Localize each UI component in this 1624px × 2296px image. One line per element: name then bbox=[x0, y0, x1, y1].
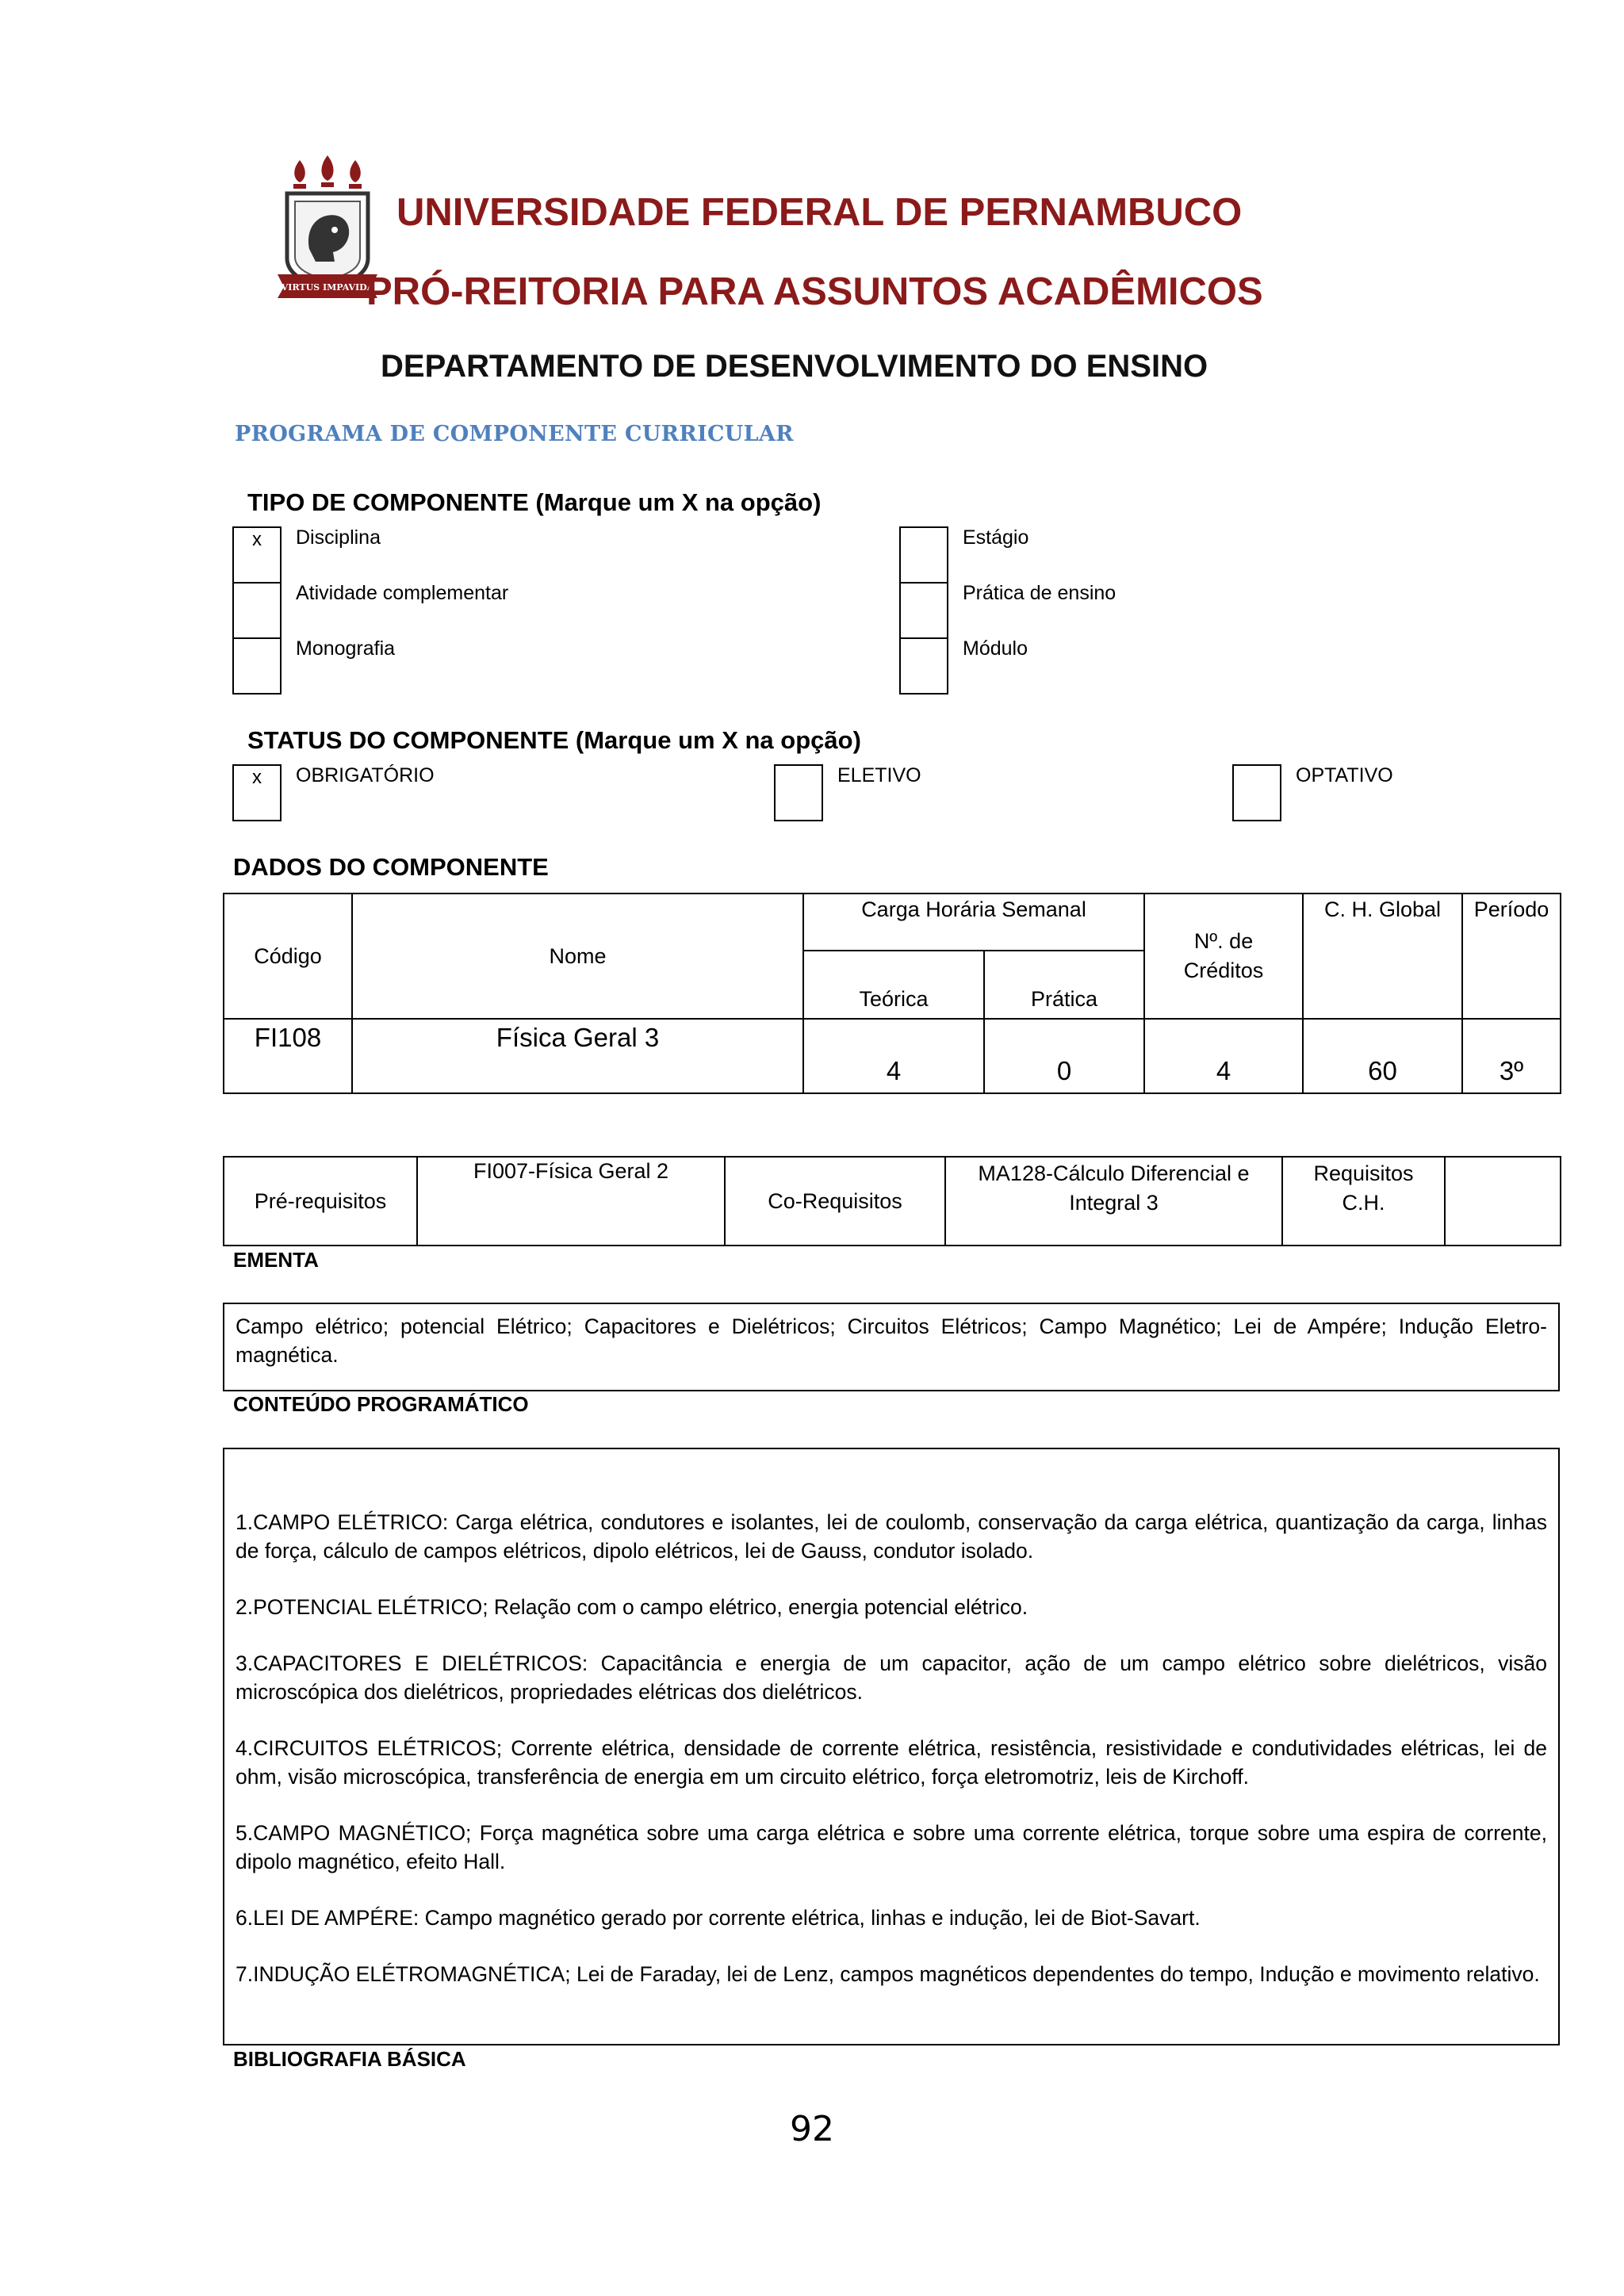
value-ch-global: 60 bbox=[1303, 1019, 1462, 1093]
value-teorica: 4 bbox=[803, 1019, 984, 1093]
checkbox-optativo[interactable] bbox=[1232, 764, 1281, 821]
option-atividade-complementar: Atividade complementar bbox=[296, 582, 509, 604]
requisitos-ch-value bbox=[1445, 1157, 1561, 1246]
value-creditos: 4 bbox=[1144, 1019, 1303, 1093]
checkbox-modulo[interactable] bbox=[899, 637, 948, 695]
conteudo-item: 4.CIRCUITOS ELÉTRICOS; Corrente elétrica, densidade de corrente elétrica, resistência, resistividade e condutividades elétricas, lei de ohm, visão microscópica, transferência de energia em um circuito elétrico, força eletromotriz, leis de Kirchoff. bbox=[236, 1736, 1547, 1789]
option-obrigatorio: OBRIGATÓRIO bbox=[296, 764, 435, 786]
conteudo-title: CONTEÚDO PROGRAMÁTICO bbox=[233, 1392, 529, 1416]
value-periodo: 3º bbox=[1462, 1019, 1561, 1093]
dados-table bbox=[223, 893, 1561, 1094]
university-title: UNIVERSIDADE FEDERAL DE PERNAMBUCO bbox=[396, 191, 1243, 234]
checkbox-obrigatorio[interactable]: x bbox=[232, 764, 282, 821]
checkbox-disciplina[interactable]: x bbox=[232, 526, 282, 584]
page-number: 92 bbox=[790, 2109, 834, 2149]
pre-requisitos-value: FI007-Física Geral 2 bbox=[417, 1157, 725, 1246]
pro-reitoria-title: PRÓ-REITORIA PARA ASSUNTOS ACADÊMICOS bbox=[366, 270, 1263, 313]
status-title: STATUS DO COMPONENTE (Marque um X na opção) bbox=[247, 726, 861, 754]
co-requisitos-label: Co-Requisitos bbox=[725, 1157, 945, 1246]
value-pratica: 0 bbox=[984, 1019, 1144, 1093]
bibliografia-title: BIBLIOGRAFIA BÁSICA bbox=[233, 2047, 466, 2071]
header-nome: Nome bbox=[352, 894, 803, 1019]
ementa-text: Campo elétrico; potencial Elétrico; Capacitores e Dielétricos; Circuitos Elétricos; Campo Magnético; Lei de Ampére; Indução Eletro-magnética. bbox=[236, 1314, 1547, 1367]
value-nome: Física Geral 3 bbox=[352, 1019, 803, 1093]
conteudo-item: 5.CAMPO MAGNÉTICO; Força magnética sobre uma carga elétrica e sobre uma corrente elétrica, torque sobre uma espira de corrente, dipolo magnético, efeito Hall. bbox=[236, 1821, 1547, 1873]
header-teorica: Teórica bbox=[803, 951, 984, 1019]
program-title: PROGRAMA DE COMPONENTE CURRICULAR bbox=[235, 422, 794, 446]
department-title: DEPARTAMENTO DE DESENVOLVIMENTO DO ENSINO bbox=[381, 349, 1208, 384]
option-modulo: Módulo bbox=[963, 637, 1028, 660]
ufpe-logo bbox=[278, 155, 377, 304]
option-pratica-de-ensino: Prática de ensino bbox=[963, 582, 1116, 604]
requisitos-table bbox=[223, 1156, 1561, 1246]
conteudo-box bbox=[223, 1448, 1560, 2045]
option-optativo: OPTATIVO bbox=[1296, 764, 1393, 786]
option-monografia: Monografia bbox=[296, 637, 396, 660]
option-estagio: Estágio bbox=[963, 526, 1029, 549]
checkbox-monografia[interactable] bbox=[232, 637, 282, 695]
ementa-title: EMENTA bbox=[233, 1248, 319, 1272]
pre-requisitos-label: Pré-requisitos bbox=[224, 1157, 417, 1246]
co-requisitos-value: MA128-Cálculo Diferencial e Integral 3 bbox=[945, 1157, 1282, 1246]
header-creditos: Nº. de Créditos bbox=[1144, 894, 1303, 1019]
conteudo-item: 1.CAMPO ELÉTRICO: Carga elétrica, condutores e isolantes, lei de coulomb, conservação da carga elétrica, quantização da carga, linhas de força, cálculo de campos elétricos, dipolo elétricos, lei de Gauss, condutor isolado. bbox=[236, 1510, 1547, 1563]
option-eletivo: ELETIVO bbox=[837, 764, 921, 786]
checkbox-pratica-de-ensino[interactable] bbox=[899, 582, 948, 639]
value-codigo: FI108 bbox=[224, 1019, 352, 1093]
logo-motto: VIRTUS IMPAVIDA bbox=[281, 282, 374, 293]
conteudo-item: 7.INDUÇÃO ELÉTROMAGNÉTICA; Lei de Faraday, lei de Lenz, campos magnéticos dependentes do tempo, Indução e movimento relativo. bbox=[236, 1962, 1540, 1986]
header-periodo: Período bbox=[1462, 894, 1561, 1019]
header-pratica: Prática bbox=[984, 951, 1144, 1019]
checkbox-eletivo[interactable] bbox=[774, 764, 823, 821]
header-ch-global: C. H. Global bbox=[1303, 894, 1462, 1019]
checkbox-estagio[interactable] bbox=[899, 526, 948, 584]
header-codigo: Código bbox=[224, 894, 352, 1019]
header-carga-horaria: Carga Horária Semanal bbox=[803, 894, 1144, 951]
requisitos-ch-label: Requisitos C.H. bbox=[1282, 1157, 1445, 1246]
ementa-box bbox=[223, 1303, 1560, 1391]
tipo-title: TIPO DE COMPONENTE (Marque um X na opção) bbox=[247, 488, 822, 516]
conteudo-item: 6.LEI DE AMPÉRE: Campo magnético gerado por corrente elétrica, linhas e indução, lei de Biot-Savart. bbox=[236, 1906, 1201, 1930]
conteudo-item: 3.CAPACITORES E DIELÉTRICOS: Capacitância e energia de um capacitor, ação de um campo elétrico sobre dielétricos, visão microscópica dos dielétricos, propriedades elétricas dos dielétricos. bbox=[236, 1651, 1547, 1704]
checkbox-atividade-complementar[interactable] bbox=[232, 582, 282, 639]
conteudo-item: 2.POTENCIAL ELÉTRICO; Relação com o campo elétrico, energia potencial elétrico. bbox=[236, 1595, 1028, 1619]
option-disciplina: Disciplina bbox=[296, 526, 381, 549]
dados-title: DADOS DO COMPONENTE bbox=[233, 853, 549, 881]
